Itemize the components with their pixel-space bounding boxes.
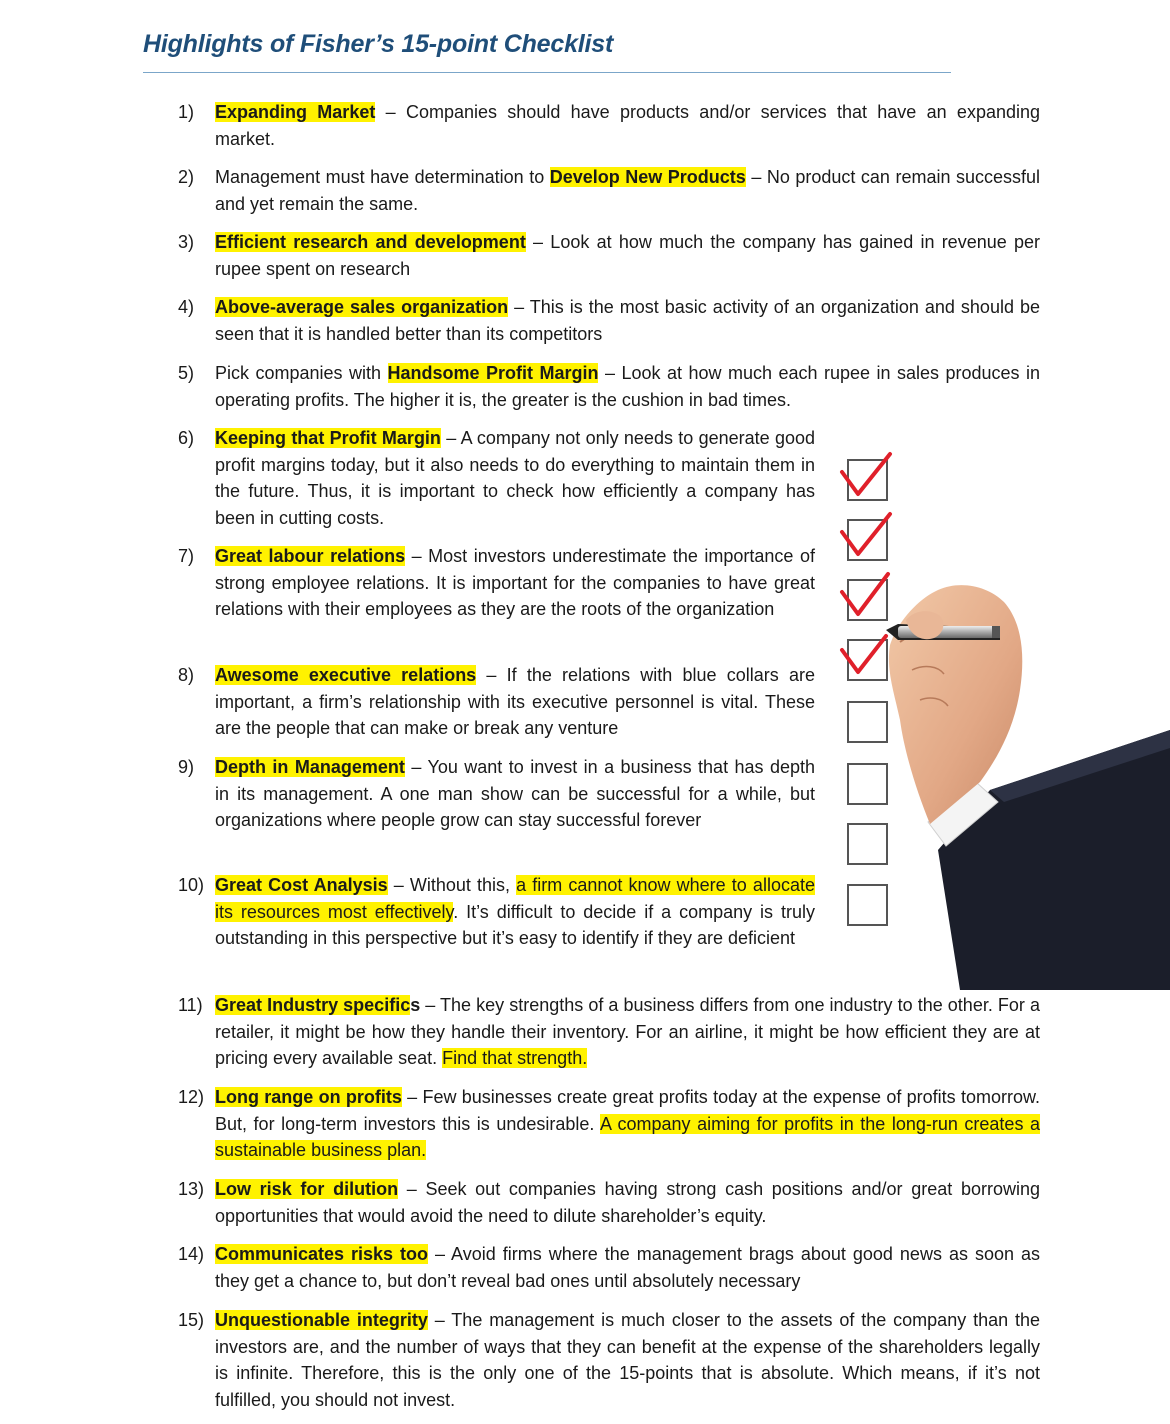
item-text: – The key strengths of a business differs from one industry to the other. For a retailer, it might be how they handle their inventory. For an airline, it might be how efficient they are at pricing every available seat. (215, 995, 1040, 1069)
item-term: Low risk for dilution (215, 1179, 399, 1199)
item-text: – Companies should have products and/or services that have an expanding market. (215, 102, 1041, 149)
checkbox (848, 764, 887, 804)
item-number: 6) (178, 428, 195, 448)
checkbox-group (848, 460, 887, 925)
item-text: – Look at how much each rupee in sales produces in operating profits. The higher it is, the greater is the cushion in bad times. (215, 363, 1040, 410)
checklist-illustration (820, 430, 1170, 990)
item-term: Long range on profits (215, 1087, 402, 1107)
item-text: – Look at how much the company has gained in revenue per rupee spent on research (215, 232, 1040, 279)
item-number: 15) (178, 1310, 205, 1330)
item-number: 3) (178, 232, 195, 252)
item-text: – A company not only needs to generate good profit margins today, but it also needs to do everything to maintain them in the future. Thus, it is important to check how efficiently a company has been in cutting costs. (215, 428, 816, 528)
item-number: 5) (178, 363, 195, 383)
item-text: – If the relations with blue collars are important, a firm’s relationship with its executive personnel is vital. These are the people that can make or break any venture (215, 665, 815, 739)
item-number: 12) (178, 1087, 205, 1107)
item-term: Great Cost Analysis (215, 875, 388, 895)
item-number: 9) (178, 757, 195, 777)
page-title: Highlights of Fisher’s 15-point Checklist (143, 30, 614, 58)
item-term: Above-average sales organization (215, 297, 509, 317)
title-underline (143, 72, 951, 73)
item-term: Handsome Profit Margin (387, 363, 599, 383)
item-number: 8) (178, 665, 195, 685)
item-term-suffix: s (410, 995, 421, 1015)
item-text: – Avoid firms where the management brags about good news as soon as they get a chance to, but don’t reveal bad ones until absolutely necessary (215, 1244, 1040, 1291)
item-text-mid: – Without this, (387, 875, 517, 895)
item-number: 1) (178, 102, 195, 122)
item-term: Great labour relations (215, 546, 406, 566)
checkbox (848, 702, 887, 742)
item-text: – No product can remain successful and yet remain the same. (215, 167, 1041, 214)
item-term: Communicates risks too (215, 1244, 429, 1264)
item-highlight: Find that strength. (442, 1048, 588, 1069)
item-number: 11) (178, 995, 203, 1015)
item-number: 13) (178, 1179, 205, 1199)
item-term: Keeping that Profit Margin (215, 428, 441, 448)
checkbox (848, 824, 887, 864)
item-text: – You want to invest in a business that has depth in its management. A one man show can be successful for a while, but organizations where people grow can stay successful forever (215, 757, 816, 831)
item-text: . It’s difficult to decide if a company is truly outstanding in this perspective but it’s easy to identify if they are deficient (215, 901, 815, 949)
item-text: – The management is much closer to the assets of the company than the investors are, and the number of ways that they can benefit at the expense of the shareholders legally is infinite. Therefore, this is the only one of the 15-points that is absolute. Which means, if it’s not fulfilled, you should not invest. (215, 1310, 1040, 1410)
item-number: 2) (178, 167, 195, 187)
item-term: Unquestionable integrity (215, 1310, 428, 1330)
item-text-pre: Pick companies with (215, 363, 388, 383)
item-number: 14) (178, 1244, 205, 1264)
item-highlight: A company aiming for profits in the long-run creates a sustainable business plan. (215, 1113, 1040, 1161)
item-text: – Seek out companies having strong cash positions and/or great borrowing opportunities that would avoid the need to dilute shareholder’s equity. (215, 1179, 1040, 1226)
item-number: 4) (178, 297, 195, 317)
item-number: 10) (178, 875, 205, 895)
item-term: Efficient research and development (215, 232, 526, 252)
item-text-pre: Management must have determination to (215, 167, 550, 187)
item-number: 7) (178, 546, 195, 566)
item-term: Awesome executive relations (215, 665, 477, 685)
item-term: Depth in Management (215, 757, 405, 777)
item-term: Expanding Market (215, 102, 376, 122)
item-text: – Few businesses create great profits today at the expense of profits tomorrow. But, for long-term investors this is undesirable. (215, 1087, 1040, 1134)
item-highlight: a firm cannot know where to allocate its resources most effectively (215, 875, 815, 922)
item-text: – Most investors underestimate the importance of strong employee relations. It is important for the companies to have great relations with their employees as they are the roots of the organization (215, 546, 815, 620)
item-term: Great Industry specific (215, 995, 411, 1015)
item-term: Develop New Products (549, 167, 746, 187)
checkbox (848, 885, 887, 925)
item-text: – This is the most basic activity of an organization and should be seen that it is handled better than its competitors (215, 297, 1040, 344)
